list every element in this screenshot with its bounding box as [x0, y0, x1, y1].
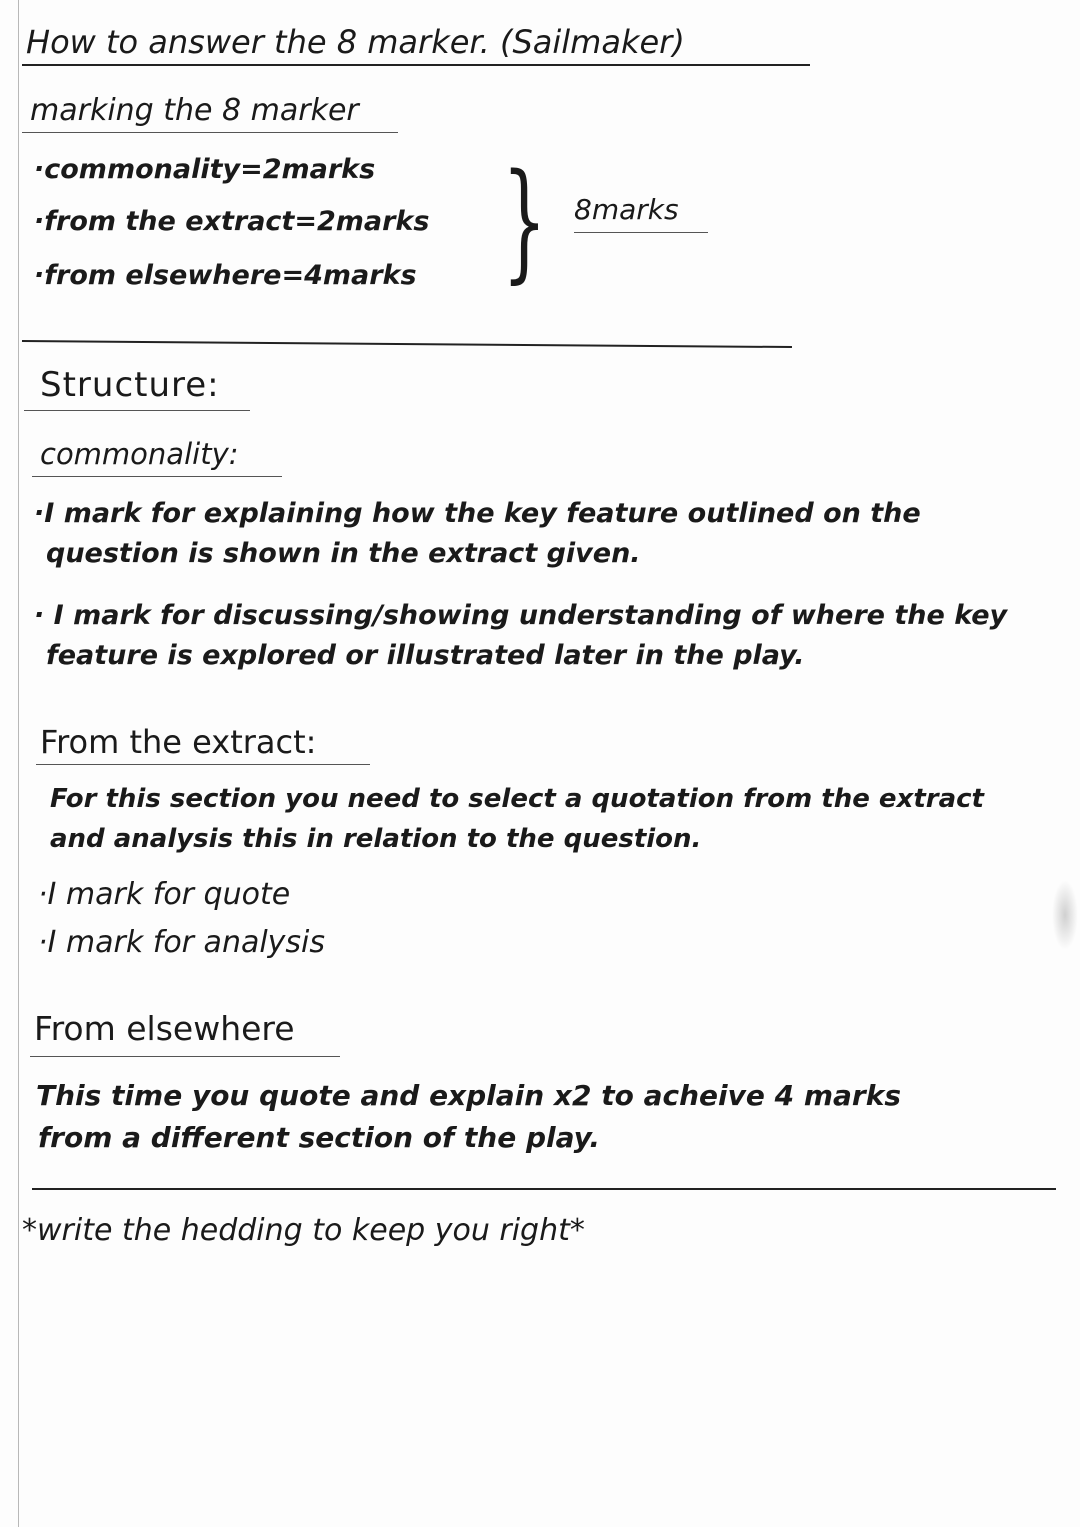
extract-bullet: ·I mark for analysis — [38, 925, 326, 960]
marking-item: ·from elsewhere=4marks — [34, 260, 417, 291]
elsewhere-paragraph-line: This time you quote and explain x2 to acheive 4 marks — [36, 1079, 901, 1112]
page-smudge — [1052, 880, 1078, 950]
marking-heading-underline — [22, 132, 398, 133]
commonality-bullet-line: ·I mark for explaining how the key feature outlined on the — [34, 498, 921, 529]
footer-divider — [32, 1188, 1056, 1190]
extract-heading-underline — [36, 764, 370, 765]
marking-heading: marking the 8 marker — [30, 93, 359, 128]
elsewhere-paragraph-line: from a different section of the play. — [38, 1121, 600, 1154]
marking-total-underline — [574, 232, 708, 233]
page-title: How to answer the 8 marker. (Sailmaker) — [26, 23, 685, 61]
extract-paragraph-line: For this section you need to select a quotation from the extract — [50, 784, 984, 814]
marking-item: ·commonality=2marks — [34, 154, 376, 185]
grouping-brace: } — [502, 147, 547, 296]
section-divider — [22, 340, 792, 348]
page-margin-line — [18, 0, 19, 1527]
extract-bullet: ·I mark for quote — [38, 877, 291, 912]
elsewhere-heading: From elsewhere — [34, 1009, 295, 1048]
extract-heading: From the extract: — [40, 723, 317, 761]
commonality-heading-underline — [32, 476, 282, 477]
marking-item: ·from the extract=2marks — [34, 206, 430, 237]
commonality-bullet-line: · I mark for discussing/showing understanding of where the key — [34, 600, 1008, 631]
elsewhere-heading-underline — [30, 1056, 340, 1057]
commonality-heading: commonality: — [40, 437, 239, 471]
extract-paragraph-line: and analysis this in relation to the question. — [50, 824, 702, 854]
footer-note: *write the hedding to keep you right* — [22, 1213, 585, 1248]
commonality-bullet-line: question is shown in the extract given. — [46, 538, 641, 569]
title-underline — [22, 64, 810, 66]
structure-heading: Structure: — [40, 365, 220, 405]
structure-heading-underline — [24, 410, 250, 411]
marking-total: 8marks — [574, 193, 679, 226]
commonality-bullet-line: feature is explored or illustrated later in the play. — [46, 640, 805, 671]
